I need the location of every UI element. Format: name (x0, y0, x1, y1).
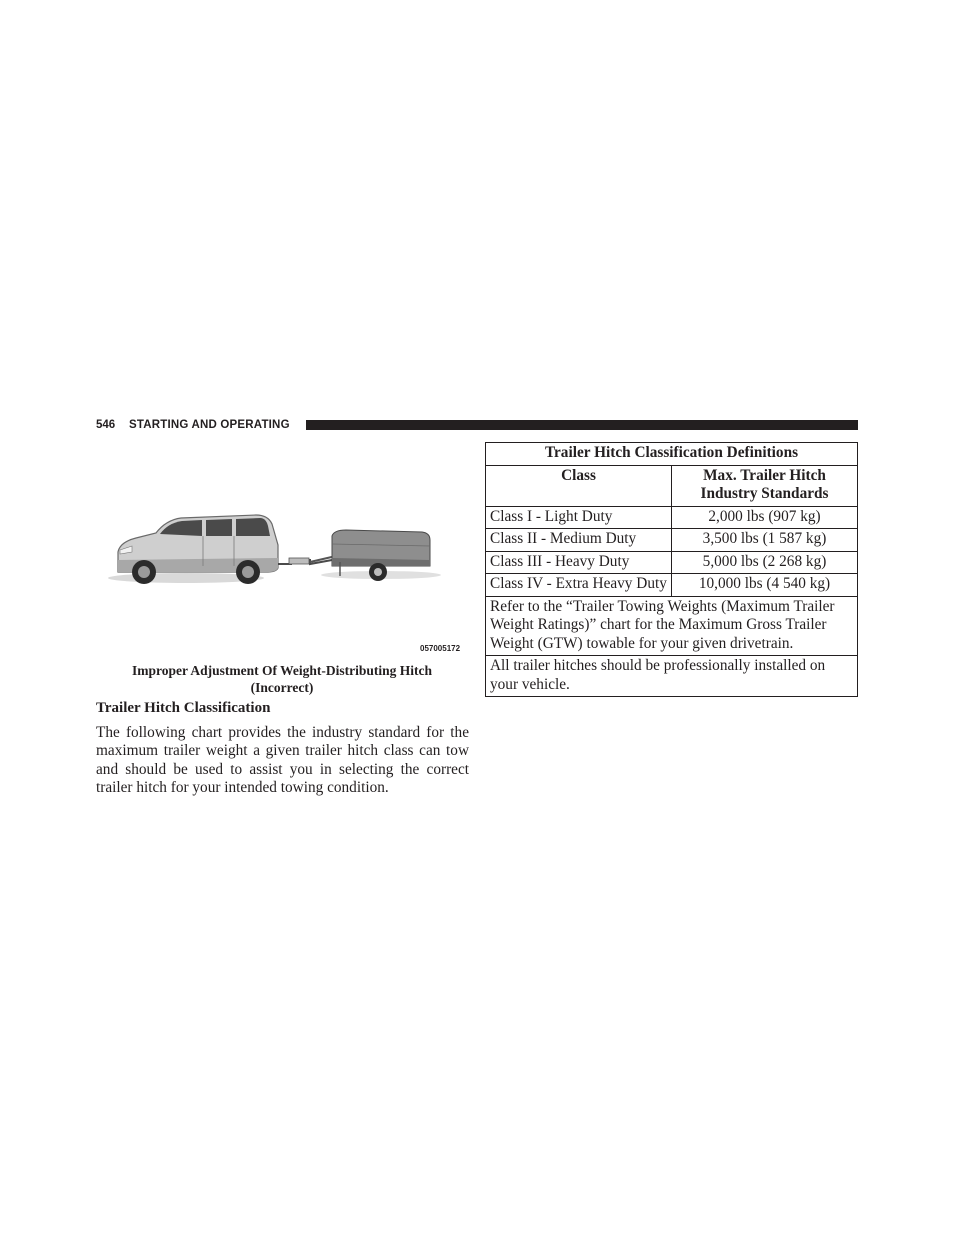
class-cell: Class I - Light Duty (486, 506, 672, 529)
table-title-row (486, 443, 858, 466)
column-header-line: Industry Standards (700, 485, 829, 502)
hitch-classification-table (485, 442, 858, 697)
section-heading: Trailer Hitch Classification (96, 700, 271, 716)
section-paragraph: The following chart provides the industry standard for the maximum trailer weight a given trailer hitch class can tow and should be used to assist you in selecting the correct trailer hitch for your intended towing condition. (96, 724, 469, 797)
table-title: Trailer Hitch Classification Definitions (486, 443, 858, 466)
max-weight-cell: 10,000 lbs (4 540 kg) (672, 574, 858, 597)
caption-line: (Incorrect) (250, 680, 314, 695)
table-row (486, 529, 858, 552)
max-weight-cell: 3,500 lbs (1 587 kg) (672, 529, 858, 552)
column-header-class: Class (486, 465, 672, 506)
max-weight-cell: 5,000 lbs (2 268 kg) (672, 551, 858, 574)
column-header-max (672, 465, 858, 506)
page-header (96, 418, 858, 432)
caption-line: Improper Adjustment Of Weight-Distributing Hitch (131, 663, 433, 678)
header-rule (306, 420, 858, 430)
class-cell: Class III - Heavy Duty (486, 551, 672, 574)
max-weight-cell: 2,000 lbs (907 kg) (672, 506, 858, 529)
table-row (486, 551, 858, 574)
class-cell: Class II - Medium Duty (486, 529, 672, 552)
table-note-row (486, 656, 858, 697)
column-header-line: Max. Trailer Hitch (703, 466, 826, 484)
table-note: Refer to the “Trailer Towing Weights (Maximum Trailer Weight Ratings)” chart for the Maximum Gross Trailer Weight (GTW) towable for your given drivetrain. (486, 596, 858, 656)
table-row (486, 506, 858, 529)
table-row (486, 574, 858, 597)
figure-code: 057005172 (420, 644, 461, 653)
table-header-row (486, 465, 858, 506)
table-note: All trailer hitches should be professionally installed on your vehicle. (486, 656, 858, 697)
minivan-towing-trailer-illustration (96, 500, 468, 612)
page-number: 546 (96, 419, 116, 431)
section-title: STARTING AND OPERATING (129, 419, 290, 431)
class-cell: Class IV - Extra Heavy Duty (486, 574, 672, 597)
table-note-row (486, 596, 858, 656)
figure-caption (96, 662, 468, 696)
